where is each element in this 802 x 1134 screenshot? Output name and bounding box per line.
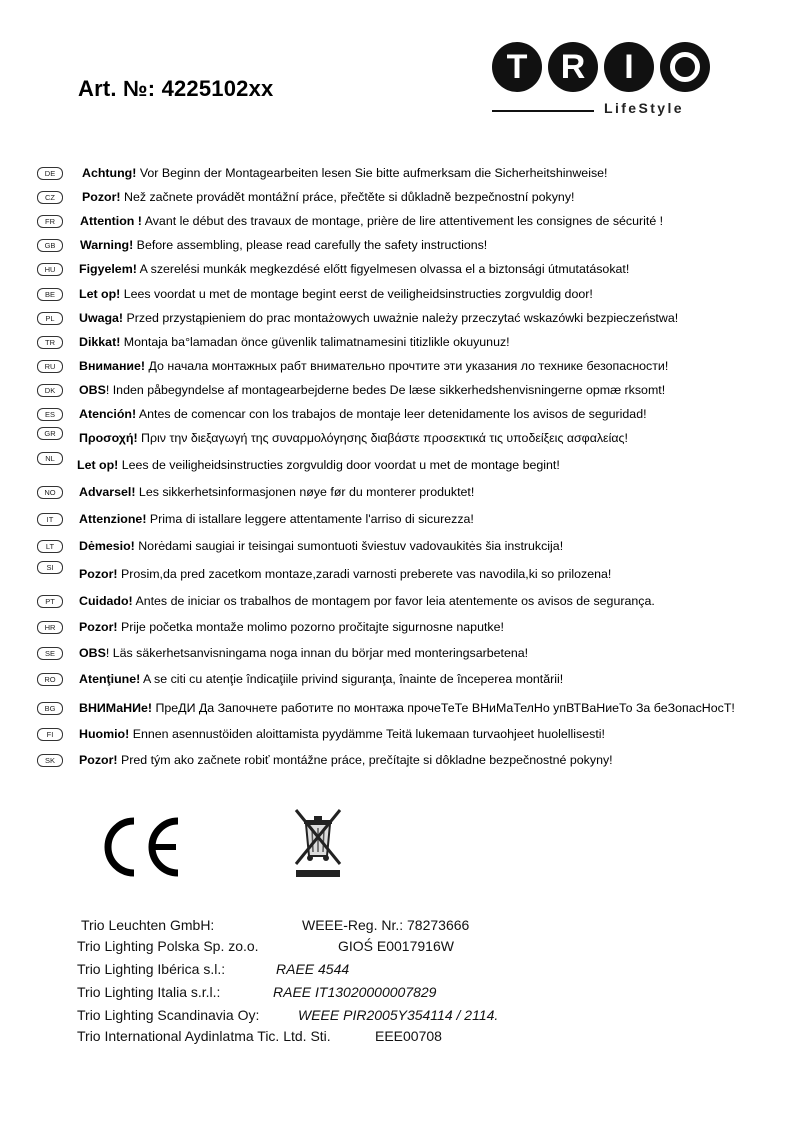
warning-text	[79, 727, 605, 741]
warning-text	[79, 512, 474, 526]
language-code-badge: PT	[37, 595, 63, 608]
language-code-badge: PL	[37, 312, 63, 325]
warning-row-sk	[37, 753, 613, 767]
warning-row-it	[37, 512, 474, 526]
language-code-badge: SE	[37, 647, 63, 660]
language-code-badge: SI	[37, 561, 63, 574]
warning-row-dk	[37, 383, 665, 397]
language-code-badge: DK	[37, 384, 63, 397]
warning-label: Внимание!	[79, 359, 146, 373]
reg-company: Trio Lighting Italia s.r.l.:	[77, 984, 221, 1000]
language-code-badge: HR	[37, 621, 63, 634]
reg-number: WEEE PIR2005Y354114 / 2114.	[298, 1007, 499, 1023]
warning-row-gb	[37, 238, 487, 252]
warning-message: Lees de veiligheidsinstructies zorgvuldig door voordat u met de montage begint!	[118, 458, 560, 472]
warning-text	[80, 238, 487, 252]
warning-row-se	[37, 646, 528, 660]
warning-label: Let op!	[79, 287, 121, 301]
warning-text	[82, 190, 574, 204]
warning-row-nl	[37, 453, 560, 472]
reg-number: WEEE-Reg. Nr.: 78273666	[302, 917, 470, 933]
warning-message: Prosim,da pred zacetkom montaze,zaradi varnosti preberete vas navodila,ki so prilozena!	[117, 567, 612, 581]
warning-message: Antes de iniciar os trabalhos de montagem por favor leia atentemente os avisos de segurança.	[132, 594, 655, 608]
warning-message: Antes de comencar con los trabajos de montaje leer detenidamente los avisos de seguridad!	[136, 407, 647, 421]
reg-company: Trio Leuchten GmbH:	[81, 917, 215, 933]
language-code-badge: LT	[37, 540, 63, 553]
warning-row-hr	[37, 620, 504, 634]
warning-row-pt	[37, 594, 655, 608]
warning-label: Pozor!	[79, 753, 118, 767]
reg-company: Trio Lighting Polska Sp. zo.o.	[77, 938, 259, 954]
warning-message: Montaja ba°lamadan önce güvenlik talimatnamesini titizlikle okuyunuz!	[120, 335, 510, 349]
warning-text	[79, 407, 647, 421]
warning-row-gr	[37, 428, 628, 445]
warning-label: Achtung!	[82, 166, 137, 180]
warning-row-ro	[37, 672, 563, 686]
reg-company: Trio Lighting Scandinavia Oy:	[77, 1007, 260, 1023]
warning-label: Attenzione!	[79, 512, 147, 526]
reg-number: RAEE 4544	[276, 961, 350, 977]
language-code-badge: GB	[37, 239, 63, 252]
warning-text	[79, 567, 611, 581]
warning-row-es	[37, 407, 647, 421]
logo-letter-i: I	[604, 42, 654, 92]
warning-text	[79, 262, 629, 276]
warning-text	[79, 287, 593, 301]
warning-row-si	[37, 562, 612, 581]
warning-message: Prima di istallare leggere attentamente l'arriso di sicurezza!	[146, 512, 474, 526]
warning-label: Pozor!	[82, 190, 121, 204]
language-code-badge: RO	[37, 673, 63, 686]
warning-label: Atenţiune!	[79, 672, 141, 686]
warning-row-ru	[37, 359, 668, 373]
warning-text	[79, 672, 563, 686]
warning-text	[79, 383, 665, 397]
logo-tagline: LifeStyle	[604, 100, 684, 116]
warning-label: Let op!	[77, 458, 119, 472]
warning-label: Προσοχή!	[79, 431, 138, 445]
warning-label: Dėmesio!	[79, 539, 135, 553]
reg-number: RAEE IT13020000007829	[273, 984, 437, 1000]
language-code-badge: NL	[37, 452, 63, 465]
reg-number: EEE00708	[375, 1028, 442, 1044]
warning-text	[79, 311, 678, 325]
language-code-badge: BE	[37, 288, 63, 301]
warning-row-no	[37, 485, 474, 499]
warning-message: ! Inden påbegyndelse af montagearbejderne bedes De læse sikkerhedshenvisningerne opmæ rksomt!	[105, 383, 666, 397]
warning-text	[82, 166, 608, 180]
warning-label: OBS	[79, 646, 106, 660]
warning-row-hu	[37, 262, 629, 276]
language-code-badge: BG	[37, 702, 63, 715]
warning-message: Lees voordat u met de montage begint eerst de veiligheidsinstructies zorgvuldig door!	[120, 287, 593, 301]
warning-row-bg	[37, 701, 735, 715]
warning-label: Cuidado!	[79, 594, 133, 608]
warning-label: OBS	[79, 383, 106, 397]
warning-label: Figyelem!	[79, 262, 137, 276]
language-code-badge: FI	[37, 728, 63, 741]
language-code-badge: GR	[37, 427, 63, 440]
warning-row-fi	[37, 727, 605, 741]
warning-row-pl	[37, 311, 678, 325]
warning-message: Πριν την διεξαγωγή της συναρμολόγησης διαβάστε προσεκτικά τις υποδείξεις ασφαλείας!	[137, 431, 628, 445]
warning-message: Przed przystąpieniem do prac montażowych uważnie należy przeczytać wskazówki bezpieczeństwa!	[123, 311, 679, 325]
warning-label: Dikkat!	[79, 335, 121, 349]
language-code-badge: ES	[37, 408, 63, 421]
warning-label: Attention !	[80, 214, 142, 228]
language-code-badge: IT	[37, 513, 63, 526]
ce-mark-icon	[96, 815, 182, 879]
warning-message: Prije početka montaže molimo pozorno pročitajte sigurnosne naputke!	[117, 620, 504, 634]
warning-row-tr	[37, 335, 510, 349]
warning-message: Les sikkerhetsinformasjonen nøye før du monterer produktet!	[135, 485, 475, 499]
reg-number: GIOŚ E0017916W	[338, 938, 454, 954]
warning-label: Atención!	[79, 407, 137, 421]
warning-label: Pozor!	[79, 567, 118, 581]
warning-message: До начала монтажных рабт внимательно прочтите эти указания ло технике безопасности!	[145, 359, 669, 373]
warning-label: Warning!	[80, 238, 134, 252]
warning-label: Uwaga!	[79, 311, 124, 325]
warning-text	[79, 620, 504, 634]
warning-row-de	[37, 166, 608, 180]
language-code-badge: TR	[37, 336, 63, 349]
warning-message: A se citi cu atenţie îndicaţiile privind siguranţa, înainte de începerea montării!	[140, 672, 564, 686]
language-code-badge: FR	[37, 215, 63, 228]
warning-message: Vor Beginn der Montagearbeiten lesen Sie bitte aufmerksam die Sicherheitshinweise!	[136, 166, 608, 180]
warning-text	[79, 335, 510, 349]
warning-message: ! Läs säkerhetsanvisningama noga innan du börjar med monteringsarbetena!	[105, 646, 529, 660]
warning-message: Než začnete provádět montážní práce, přečtěte si důkladně bezpečnostní pokyny!	[120, 190, 575, 204]
warning-label: Huomio!	[79, 727, 130, 741]
warning-text	[79, 753, 613, 767]
warning-text	[79, 646, 528, 660]
warning-message: Pred tým ako začnete robiť montážne práce, prečítajte si dôkladne bezpečnostné pokyny!	[117, 753, 613, 767]
logo-letter-r: R	[548, 42, 598, 92]
warning-message: A szerelési munkák megkezdésé előtt figyelmesen olvassa el a biztonsági útmutatásokat!	[136, 262, 630, 276]
language-code-badge: NO	[37, 486, 63, 499]
warning-text	[79, 359, 668, 373]
warning-message: Avant le début des travaux de montage, prière de lire attentivement les consignes de sécurité !	[141, 214, 664, 228]
warning-message: Before assembling, please read carefully the safety instructions!	[133, 238, 488, 252]
warning-row-lt	[37, 539, 563, 553]
warning-row-fr	[37, 214, 663, 228]
language-code-badge: HU	[37, 263, 63, 276]
warning-text	[79, 539, 563, 553]
language-code-badge: SK	[37, 754, 63, 767]
warning-message: Ennen asennustöiden aloittamista pyydämme Teitä lukemaan turvaohjeet huolellisesti!	[129, 727, 605, 741]
warning-text	[79, 701, 735, 715]
warning-text	[79, 431, 628, 445]
reg-company: Trio International Aydinlatma Tic. Ltd. Sti.	[77, 1028, 331, 1044]
warning-row-cz	[37, 190, 574, 204]
warning-row-be	[37, 287, 593, 301]
logo-letter-t: T	[492, 42, 542, 92]
warning-text	[77, 458, 560, 472]
language-code-badge: DE	[37, 167, 63, 180]
reg-company: Trio Lighting Ibérica s.l.:	[77, 961, 226, 977]
warning-label: ВНИМаНИе!	[79, 701, 153, 715]
warning-message: Norėdami saugiai ir teisingai sumontuoti šviestuv vadovaukitės šia instrukcija!	[134, 539, 564, 553]
article-number: Art. №: 4225102xx	[78, 76, 274, 101]
language-code-badge: CZ	[37, 191, 63, 204]
warning-label: Pozor!	[79, 620, 118, 634]
warning-label: Advarsel!	[79, 485, 136, 499]
warning-message: ПреДИ Да Започнете работите по монтажа прочеТеТе ВНиМаТелНо упВТВаНиеТо За беЗопасНосТ!	[152, 701, 735, 715]
weee-crossed-bin-icon	[290, 806, 346, 880]
warning-text	[80, 214, 663, 228]
warning-text	[79, 594, 655, 608]
warning-text	[79, 485, 474, 499]
language-code-badge: RU	[37, 360, 63, 373]
